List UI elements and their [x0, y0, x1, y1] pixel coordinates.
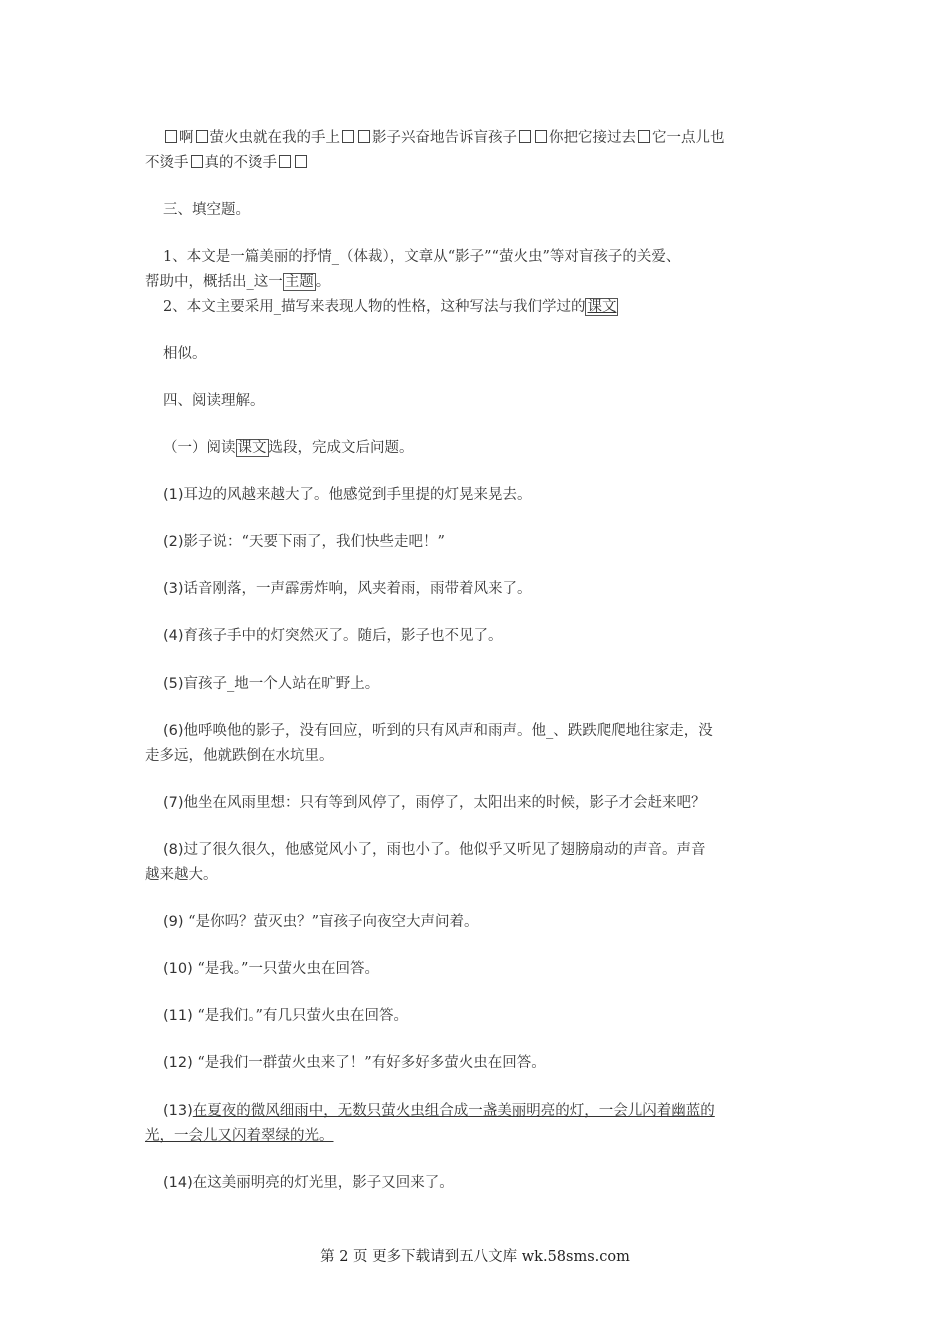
blank-box-icon	[165, 130, 177, 143]
page-footer: 第 2 页 更多下载请到五八文库 wk.58sms.com	[320, 1249, 630, 1265]
section-heading-fill-in: 三、填空题。	[163, 202, 250, 218]
paragraph-8-line-1: (8)过了很久很久，他感觉风小了，雨也小了。他似乎又听见了翅膀扇动的声音。声音	[163, 842, 706, 858]
blank-box-icon	[196, 130, 208, 143]
paragraph-6-line-1: (6)他呼唤他的影子，没有回应，听到的只有风声和雨声。他_、跌跌爬爬地往家走，没	[163, 723, 713, 739]
question-2-line-2: 相似。	[163, 346, 207, 362]
paragraph-13-line-2	[145, 1124, 810, 1148]
quote-line-2: 不烫手 真的不烫手	[145, 151, 810, 175]
paragraph-7: (7)他坐在风雨里想：只有等到风停了，雨停了，太阳出来的时候，影子才会赶来吧？	[163, 795, 706, 811]
paragraph-1: (1)耳边的风越来越大了。他感觉到手里提的灯晃来晃去。	[163, 487, 532, 503]
section-heading-reading: 四、阅读理解。	[163, 393, 265, 409]
paragraph-6-line-2: 走多远，他就跌倒在水坑里。	[145, 748, 334, 764]
blank-box-icon	[279, 155, 291, 168]
paragraph-4: (4)育孩子手中的灯突然灭了。随后，影子也不见了。	[163, 628, 503, 644]
question-1-line-1: 1、本文是一篇美丽的抒情_（体裁），文章从“影子”“萤火虫”等对盲孩子的关爱、	[163, 249, 681, 265]
blank-box-icon	[342, 130, 354, 143]
term-box-theme: 主题	[284, 274, 314, 290]
paragraph-2: (2)影子说：“天要下雨了，我们快些走吧！”	[163, 534, 445, 550]
blank-box-icon	[191, 155, 203, 168]
paragraph-5: (5)盲孩子_地一个人站在旷野上。	[163, 676, 380, 692]
underlined-passage: 光，一会儿又闪着翠绿的光。	[145, 1128, 334, 1144]
blank-box-icon	[295, 155, 307, 168]
paragraph-9: (9) “是你吗？萤灭虫？”盲孩子向夜空大声问着。	[163, 914, 479, 930]
paragraph-8-line-2: 越来越大。	[145, 867, 218, 883]
blank-box-icon	[638, 130, 650, 143]
blank-box-icon	[519, 130, 531, 143]
reading-intro: （一）阅读 课文 选段，完成文后问题。	[163, 440, 414, 456]
blank-box-icon	[535, 130, 547, 143]
paragraph-13-line-1: (13)在夏夜的微风细雨中，无数只萤火虫组合成一盏美丽明亮的灯，一会儿闪着幽蓝的	[163, 1103, 715, 1119]
quote-line-1: 啊 萤火虫就在我的手上 影子兴奋地告诉盲孩子 你把它接过去 它一点儿也	[145, 126, 810, 150]
question-1-line-2: 帮助中，概括出_这一 主题 。	[145, 274, 331, 290]
paragraph-10: (10) “是我。”一只萤火虫在回答。	[163, 961, 379, 977]
paragraph-11: (11) “是我们。”有几只萤火虫在回答。	[163, 1008, 408, 1024]
term-box-lesson: 课文	[237, 440, 267, 456]
term-box-lesson: 课文	[587, 299, 617, 315]
paragraph-12: (12) “是我们一群萤火虫来了！”有好多好多萤火虫在回答。	[163, 1055, 546, 1071]
paragraph-3: (3)话音刚落，一声霹雳炸响，风夹着雨，雨带着风来了。	[163, 581, 532, 597]
underlined-passage: 在夏夜的微风细雨中，无数只萤火虫组合成一盏美丽明亮的灯，一会儿闪着幽蓝的	[192, 1103, 715, 1119]
paragraph-14: (14)在这美丽明亮的灯光里，影子又回来了。	[163, 1175, 454, 1191]
question-2-line-1: 2、本文主要采用_描写来表现人物的性格，这种写法与我们学过的 课文	[163, 299, 617, 315]
blank-box-icon	[358, 130, 370, 143]
